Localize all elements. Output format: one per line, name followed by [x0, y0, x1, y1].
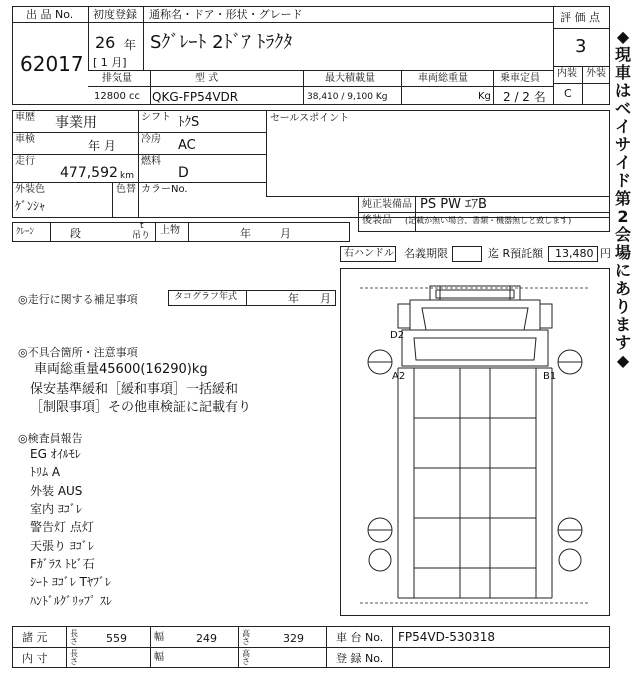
side-char: 場	[614, 243, 631, 262]
width-value: 249	[196, 632, 217, 645]
steering-value: 右ハンドル	[344, 248, 394, 259]
capacity-value: 2 / 2 名	[503, 90, 546, 104]
inner-dims-label: 内 寸	[22, 652, 48, 665]
defects-label: ◎不具合箇所・注意事項	[18, 346, 138, 359]
rating-label: 評 価 点	[560, 11, 600, 24]
vehicle-name: Sｸﾞﾚｰﾄ 2ﾄﾞｱ ﾄﾗｸﾀ	[150, 32, 293, 53]
model-value: QKG-FP54VDR	[152, 90, 239, 104]
chassis-value: FP54VD-530318	[398, 630, 495, 644]
upper-label: 上物	[160, 225, 180, 236]
year-unit: 年	[124, 38, 137, 52]
ext-color-value: ｹﾞﾝｼｬ	[15, 199, 46, 213]
inspector-item: EG ｵｲﾙﾓﾚ	[30, 447, 81, 461]
side-char: 車	[614, 63, 631, 82]
color-change-label: 色替	[116, 184, 136, 195]
interior-value: C	[564, 87, 572, 100]
inspection-label: 車検	[15, 134, 35, 145]
deposit-value: 13,480	[555, 247, 594, 260]
side-char: ◆	[616, 27, 630, 46]
side-char: 2	[617, 207, 629, 226]
gross-weight-unit: Kg	[478, 91, 491, 102]
inner-height-label: 高さ	[242, 649, 250, 666]
deposit-label: 迄 R預託額	[488, 247, 544, 260]
interior-label: 内装	[557, 68, 577, 79]
damage-mark-b1: B1	[543, 371, 557, 382]
height-label: 高さ	[242, 629, 250, 646]
lot-label: 出 品 No.	[26, 8, 74, 21]
displacement-value: 12800 cc	[94, 91, 140, 102]
inner-length-label: 長さ	[70, 649, 78, 666]
registration-label: 登 録 No.	[336, 652, 384, 665]
displacement-label: 排気量	[102, 73, 132, 84]
truck-diagram	[340, 268, 610, 616]
deposit-unit: 円	[600, 247, 611, 260]
history-value: 事業用	[55, 115, 97, 131]
side-char: ド	[614, 171, 631, 190]
crane-label: ｸﾚｰﾝ	[16, 227, 35, 237]
crane-year: 年	[240, 227, 251, 240]
side-char: イ	[614, 117, 631, 136]
inspector-item: 天張り ﾖｺﾞﾚ	[30, 539, 94, 553]
rating-value: 3	[575, 36, 587, 57]
defect-line-2: 保安基準緩和［緩和事項］一括緩和	[30, 382, 239, 397]
side-char: り	[614, 297, 631, 316]
driving-notes-label: ◎走行に関する補足事項	[18, 293, 138, 306]
inner-width-label: 幅	[154, 652, 164, 663]
height-value: 329	[283, 632, 304, 645]
side-char: ◆	[616, 351, 630, 370]
side-char: イ	[614, 153, 631, 172]
aircon-value: AC	[178, 138, 196, 153]
inspection-value: 年 月	[88, 139, 116, 153]
mileage-value: 477,592	[60, 165, 118, 181]
standard-equipment-label: 純正装備品	[362, 199, 412, 210]
side-char: す	[614, 333, 631, 352]
damage-mark-d2: D2	[390, 330, 405, 341]
color-no-label: カラーNo.	[141, 184, 188, 195]
lot-number: 62017	[20, 52, 84, 76]
inspector-item: ｼｰﾄ ﾖｺﾞﾚ Tﾔﾌﾞﾚ	[30, 575, 111, 589]
tachograph-label: タコグラフ年式	[174, 292, 238, 302]
inspector-item: 警告灯 点灯	[30, 520, 94, 534]
damage-mark-a2: A2	[392, 371, 406, 382]
first-reg-label: 初度登録	[93, 8, 137, 21]
crane-ton-top: t	[140, 221, 144, 231]
aircon-label: 冷房	[141, 134, 161, 145]
history-label: 車歴	[15, 112, 35, 123]
dims-label: 諸 元	[22, 631, 48, 644]
mileage-unit: km	[120, 171, 134, 181]
name-label: 通称名・ドア・形状・グレード	[149, 8, 303, 21]
standard-equipment-value: PS PW ｴｱB	[420, 197, 487, 212]
max-load-value: 38,410 / 9,100 Kg	[307, 92, 388, 102]
length-label: 長さ	[70, 629, 78, 646]
sales-point-label: セールスポイント	[270, 113, 350, 124]
defect-line-3: ［制限事項］その他車検証に記載有り	[30, 400, 252, 415]
ext-color-label: 外装色	[15, 184, 45, 195]
crane-month: 月	[280, 227, 291, 240]
shift-label: シフト	[141, 112, 171, 123]
inspector-item: Fｶﾞﾗｽ ﾄﾋﾞ石	[30, 557, 95, 571]
crane-stage: 段	[70, 227, 81, 240]
side-char: は	[614, 81, 631, 100]
first-reg-month: [ 1 月]	[93, 56, 127, 69]
exterior-label: 外装	[586, 68, 606, 79]
tachograph-month: 月	[320, 292, 331, 305]
aftermarket-note: (記載が無い場合、書類・機器無しと致します)	[405, 216, 572, 225]
side-char: 会	[614, 225, 631, 244]
first-reg-year: 26	[95, 33, 116, 52]
chassis-label: 車 台 No.	[336, 631, 384, 644]
side-char: ベ	[614, 99, 631, 118]
side-char: 現	[614, 45, 631, 64]
inspector-item: 室内 ﾖｺﾞﾚ	[30, 502, 82, 516]
model-label: 型 式	[195, 73, 219, 84]
side-notice	[612, 28, 634, 370]
mileage-label: 走行	[15, 156, 35, 167]
inspector-item: 外装 AUS	[30, 484, 83, 498]
inspector-label: ◎検査員報告	[18, 432, 83, 445]
capacity-label: 乗車定員	[500, 73, 540, 84]
side-char: に	[614, 261, 631, 280]
crane-ton-bottom: 吊り	[132, 231, 151, 241]
fuel-value: D	[178, 165, 189, 181]
inspector-item: ﾊﾝﾄﾞﾙｸﾞﾘｯﾌﾟ ｽﾚ	[30, 594, 112, 608]
details-frame	[12, 110, 610, 218]
aftermarket-label: 後装品	[362, 215, 392, 226]
fuel-label: 燃料	[141, 156, 161, 167]
side-char: あ	[614, 279, 631, 298]
tachograph-year: 年	[288, 292, 299, 305]
length-value: 559	[106, 632, 127, 645]
defect-line-1: 車両総重量45600(16290)kg	[34, 362, 208, 377]
max-load-label: 最大積載量	[325, 73, 375, 84]
width-label: 幅	[154, 632, 164, 643]
side-char: ま	[614, 315, 631, 334]
crane-row	[12, 222, 350, 242]
gross-weight-label: 車両総重量	[418, 73, 468, 84]
inspector-item: ﾄﾘﾑ A	[30, 465, 61, 479]
name-change-label: 名義期限	[404, 247, 448, 260]
side-char: サ	[614, 135, 631, 154]
side-char: 第	[614, 189, 631, 208]
shift-value: ﾄｸS	[178, 115, 200, 130]
